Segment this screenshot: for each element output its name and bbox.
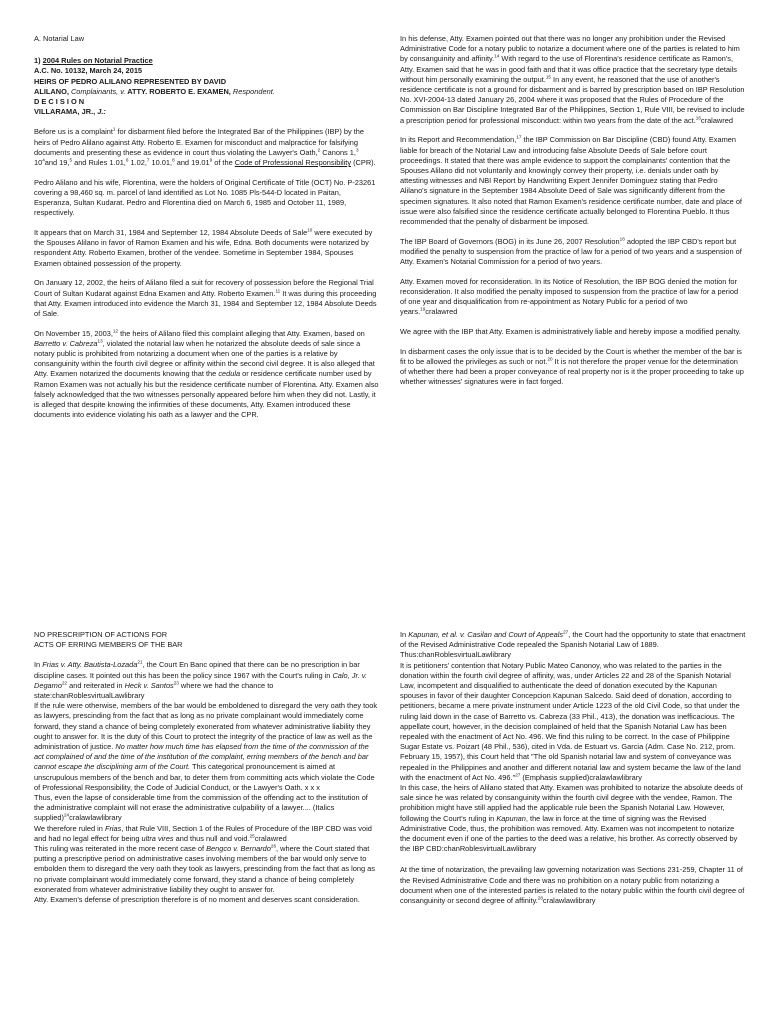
footnote-ref[interactable]: 21 bbox=[137, 659, 143, 665]
cpr-link[interactable]: Code of Professional Responsibility bbox=[234, 158, 352, 168]
paragraph-ruling: We agree with the IBP that Atty. Examen is administratively liable and hereby impose a modified penalty. bbox=[400, 327, 741, 337]
footnote-ref[interactable]: 20 bbox=[547, 356, 553, 362]
case-number: A.C. No. 10132, March 24, 2015 bbox=[34, 66, 143, 76]
footnote-ref[interactable]: 18 bbox=[619, 236, 625, 242]
footnote-ref[interactable]: 26 bbox=[270, 843, 277, 849]
section-title: A. Notarial Law bbox=[34, 34, 85, 43]
footnote-ref[interactable]: 4 bbox=[42, 157, 45, 163]
footnote-ref[interactable]: 3 bbox=[355, 147, 359, 153]
page-1 bbox=[0, 0, 768, 510]
parties-line-1: HEIRS OF PEDRO ALILANO REPRESENTED BY DAVID bbox=[34, 76, 227, 86]
footnote-ref[interactable]: 7 bbox=[146, 157, 150, 163]
quote-lapse-of-time: Thus, even the lapse of considerable time from the commission of the offending act to the institution of the administrative complaint will not erase the administrative culpability of a lawyer.... (Italics supplied)$^{24}$cralawlawlibrary bbox=[34, 793, 368, 823]
footnote-ref[interactable]: 27 bbox=[563, 629, 569, 635]
paragraph-complaint-allegations: On November 15, 2003,12 the heirs of Alilano filed this complaint alleging that Atty. Examen, based on Barretto v. Cabreza$^{13}$, violated the notarial law when he notarized the absolute deeds of sale since a notary public is prohibited from notarizing a document when one of the parties is a relative by consanguinity within the fourth civil degree or affinity within the second civil degree. It is also alleged that Atty. Examen notarized the documents knowing that the cedula or residence certificate number used by Ramon Examen was not actually his but the residence certificate number of Florentina. Atty. Examen also falsely acknowledged that the two witnesses personally appeared before him when they did not. Lastly, it is alleged that despite knowing the infirmities of these documents, Atty. Examen introduced these documents into evidence violating his oath as a lawyer and the CPR. bbox=[34, 328, 379, 420]
paragraph-prescription-defense: Atty. Examen's defense of prescription therefore is of no moment and deserves scant consideration. bbox=[34, 895, 360, 905]
page-2-right-column bbox=[400, 630, 746, 906]
footnote-ref[interactable]: 16 bbox=[695, 115, 701, 121]
footnote-ref[interactable]: 17 bbox=[516, 134, 522, 140]
paragraph-disbarment-issue: In disbarment cases the only issue that is to be decided by the Court is whether the member of the bar is fit to be allowed the privileges as such or not.$^{20}$ It is not therefore the proper venue for the determination of whether there had been a proper conveyance of real property nor is it the proper proceeding to take up whether witnesses' signatures were in fact forged. bbox=[400, 346, 744, 387]
page-1-left-column bbox=[34, 34, 380, 430]
quote-heck-v-santos: If the rule were otherwise, members of the bar would be emboldened to disregard the very oath they took as lawyers, prescinding from the fact that as long as no private complainant would immediately come forward, they stand a chance of being completely exonerated from whatever administrative liability they ought to answer for. It is the duty of this Court to protect the integrity of the practice of law as well as the administration of justice. No matter how much time has elapsed from the time of the commission of the act complained of and the time of the institution of the complaint, erring members of the bench and bar cannot escape the disciplining arm of the Court. This categorical pronouncement is aimed at unscrupulous members of the bench and bar, to deter them from committing acts which violate the Code of Professional Responsibility, the Code of Judicial Conduct, or the Lawyer's Oath. x x x bbox=[34, 701, 378, 792]
paragraph-ultra-vires: We therefore ruled in Frias, that Rule VIII, Section 1 of the Rules of Procedure of the IBP CBD was void and had no legal effect for being ultra vires and thus null and void.$^{25}$cralawred bbox=[34, 823, 372, 843]
footnote-ref[interactable]: 13 bbox=[97, 338, 103, 344]
page-2 bbox=[0, 620, 768, 1024]
section-heading: NO PRESCRIPTION OF ACTIONS FOR ACTS OF ERRING MEMBERS OF THE BAR bbox=[34, 630, 183, 650]
case-heading bbox=[34, 56, 380, 117]
footnote-ref[interactable]: 28 bbox=[537, 895, 543, 901]
ponente: VILLARAMA, JR., J.: bbox=[34, 107, 106, 117]
footnote-ref[interactable]: 8 bbox=[172, 157, 175, 163]
footnote-ref[interactable]: 12 bbox=[112, 328, 119, 334]
paragraph-ibp-report: In its Report and Recommendation,$^{17}$ the IBP Commission on Bar Discipline (CBD) found Atty. Examen liable for breach of the Notarial Law and introducing false Absolute Deeds of Sale before court proceedings. It stated that there was ample evidence to support the complainants' contention that the Spouses Alilano did not voluntarily and knowingly convey their property, i.e. denials under oath by attesting witnesses and NBI Report by Handwriting Expert Jennifer Dominguez stating that Pedro Alilano's signature in the September 1984 Absolute Deed of Sale was significantly different from the specimen signatures. It also noted that Ramon Examen's residence certificate number, date and place of issue were also falsified since the residence certificate actually belonged to Florentina Pueblo. It thus recommended that the penalty of disbarment be imposed. bbox=[400, 134, 742, 226]
footnote-ref[interactable]: 25 bbox=[249, 833, 255, 839]
item-heading: 1) 2004 Rules on Notarial Practice bbox=[34, 56, 153, 66]
footnote-ref[interactable]: 19 bbox=[420, 306, 426, 312]
item-title-link[interactable]: 2004 Rules on Notarial Practice bbox=[42, 56, 153, 66]
footnote-ref[interactable]: 23 bbox=[173, 680, 179, 686]
paragraph-defense: In his defense, Atty. Examen pointed out that there was no longer any prohibition under the Revised Administrative Code for a notary public to notarize a document where one of the parties is related to him by consanguinity and affinity.$^{14}$ With regard to the use of Florentina's residence certificate as Ramon's, Atty. Examen said that he was in good faith and that it was office practice that the secretary type details without him personally examining the output.$^{15}$ In any event, he reasoned that the use of another's residence certificate is not a ground for disbarment and is barred by prescription based on IBP Resolution No. XVI-2004-13 dated January 26, 2004 where it was proposed that the Rules of Procedure of the Commission on Bar Discipline Integrated Bar of the Philippines, Section 1, Rule VIII, be revised to include a prescription period for professional misconduct: within two years from the date of the act.$^{16}$cralawred bbox=[400, 34, 745, 125]
footnote-ref[interactable]: 6 bbox=[125, 157, 129, 163]
page-2-left-column bbox=[34, 630, 380, 905]
paragraph-title-holders: Pedro Alilano and his wife, Florentina, were the holders of Original Certificate of Title (OCT) No. P-23261 covering a 98,460 sq. m. parcel of land identified as Lot No. 1085 Pls-544-D located in Paitan, Esperanza, Sultan Kudarat. Pedro and Florentina died on March 6, 1985 and October 11, 1989, respectively. bbox=[34, 177, 376, 218]
footnote-ref[interactable]: 22 bbox=[61, 680, 68, 686]
footnote-ref[interactable]: 15 bbox=[545, 74, 551, 80]
footnote-ref[interactable]: 5 bbox=[69, 157, 73, 163]
footnote-ref[interactable]: 2 bbox=[317, 147, 321, 153]
paragraph-reconsideration: Atty. Examen moved for reconsideration. In its Notice of Resolution, the IBP BOG denied the motion for reconsideration. It also modified the penalty imposed to suspension from the practice of law for a period of one year and disqualification from re-appointment as Notary Public for a period of two years.$^{19}$cralawred bbox=[400, 276, 739, 317]
footnote-ref[interactable]: 10 bbox=[307, 227, 313, 233]
paragraph-heirs-prohibition: In this case, the heirs of Alilano stated that Atty. Examen was prohibited to notarize the absolute deeds of sale since he was related by consanguinity within the fourth civil degree with the vendee, Ramon. The prohibition might have still applied had the applicable rule been the Spanish Notarial Law. However, following the Court's ruling in Kapunan, the law in force at the time of signing was the Revised Administrative Code, thus, the prohibition was removed. Atty. Examen was not incompetent to notarize the document even if one of the parties to the deed was a relative, his brother. As correctly observed by the IBP CBD:chanRoblesvirtualLawlibrary bbox=[400, 783, 743, 854]
paragraph-frias: In Frias v. Atty. Bautista-Lozada$^{21}$, the Court En Banc opined that there can be no prescription in bar discipline cases. It pointed out this has been the policy since 1967 with the Court's ruling in Calo, Jr. v. Degamo$^{22}$ and reiterated in Heck v. Santos$^{23}$ where we had the chance to state:chanRoblesvirtualLawlibrary bbox=[34, 659, 367, 701]
footnote-ref[interactable]: 27 bbox=[515, 772, 521, 778]
parties-line-2: ALILANO, Complainants, v. ATTY. ROBERTO E. EXAMEN, Respondent. bbox=[34, 86, 275, 96]
footnote-ref[interactable]: 1 bbox=[112, 126, 116, 132]
page-1-right-column bbox=[400, 34, 746, 397]
paragraph-complaint: Before us is a complaint$^1$ for disbarment filed before the Integrated Bar of the Philippines (IBP) by the heirs of Pedro Alilano against Atty. Roberto E. Examen for misconduct and malpractice for falsifying documents and presenting these as evidence in court thus violating the Lawyer's Oath,$^2$ Canons 1,$^3$ $10^4and$ 19,$^5$ and Rules 1.01,$^6$ 1.02,$^7$ 10.01,$^8$ and 19.01$^9$ of the Code of Professional Responsibility (CPR). bbox=[34, 126, 376, 168]
paragraph-deeds-of-sale: It appears that on March 31, 1984 and September 12, 1984 Absolute Deeds of Sale$^{10}$ were executed by the Spouses Alilano in favor of Ramon Examen and his wife, Edna. Both documents were notarized by respondent Atty. Roberto Examen, brother of the vendee. Sometime in September 1984, Spouses Examen obtained possession of the property. bbox=[34, 227, 373, 268]
decision-label: D E C I S I O N bbox=[34, 97, 85, 107]
paragraph-bengco: This ruling was reiterated in the more recent case of Bengco v. Bernardo$^{26}$, where the Court stated that putting a prescriptive period on administrative cases involving members of the bar would only serve to embolden them to disregard the very oath they took as lawyers, prescinding from the fact that as long as no private complainant would immediately come forward, they stand a chance of being completely exonerated from whatever administrative liability they ought to answer for. bbox=[34, 843, 375, 894]
paragraph-bog-resolution: The IBP Board of Governors (BOG) in its June 26, 2007 Resolution$^{18}$ adopted the IBP CBD's report but modified the penalty to suspension from the practice of law for a period of two years and a suspension of Atty. Examen's Notarial Commission for a period of two years. bbox=[400, 236, 742, 267]
paragraph-kapunan: In Kapunan, et al. v. Casilan and Court of Appeals$^{27}$, the Court had the opportunity to state that enactment of the Revised Administrative Code repealed the Spanish Notarial Law of 1889. Thus:chanRoblesvirtualLawlibrary bbox=[400, 629, 746, 660]
footnote-ref[interactable]: 11 bbox=[275, 288, 281, 294]
footnote-ref[interactable]: 9 bbox=[209, 157, 213, 163]
paragraph-recovery-suit: On January 12, 2002, the heirs of Alilano filed a suit for recovery of possession before the Regional Trial Court of Sultan Kudarat against Edna Examen and Atty. Roberto Examen.$^{11}$ It was during this proceeding that Atty. Examen introduced into evidence the March 31, 1984 and September 12, 1984 Absolute Deeds of Sale. bbox=[34, 278, 377, 318]
quote-ibp-cbd: At the time of notarization, the prevailing law governing notarization was Sections 231-259, Chapter 11 of the Revised Administrative Code and there was no prohibition on a notary public from notarizing a document when one of the interested parties is related to the notary public within the fourth civil degree of consanguinity or second degree of affinity.$^{28}$cralawlawlibrary bbox=[400, 865, 745, 906]
footnote-ref[interactable]: 24 bbox=[64, 812, 70, 818]
footnote-ref[interactable]: 14 bbox=[494, 53, 500, 59]
quote-kapunan: It is petitioners' contention that Notary Public Mateo Canonoy, who was related to the parties in the donation within the fourth civil degree of affinity, was, under Articles 22 and 28 of the Spanish Notarial Law, incompetent and disqualified to authenticate the deed of donation executed by the Kapunan spouses in favor of their daughter Concepcion Kapunan Salcedo. Said deed of donation, according to petitioners, became a mere private instrument under Article 1223 of the old Civil Code, so that under the ruling laid down in the case of Barretto vs. Cabreza (33 Phil., 413), the donation was inefficacious. The appellate court, however, in the decision complained of held that the Spanish Notarial Law has been repealed with the enactment of Act No. 496. We find this ruling to be correct. In the case of Philippine Sugar Estate vs. Poizart (48 Phil., 536), cited in Vda. de Estuart vs. Garcia (Adm. Case No. 212, prom. February 15, 1957), this Court held that "The old Spanish notarial law and system of conveyance was repealed in the Philippines and another and different notarial law and system became the law of the land with the enactment of Act No. 496."$^{27}$ (Emphasis supplied)cralawlawlibrary bbox=[400, 660, 741, 782]
